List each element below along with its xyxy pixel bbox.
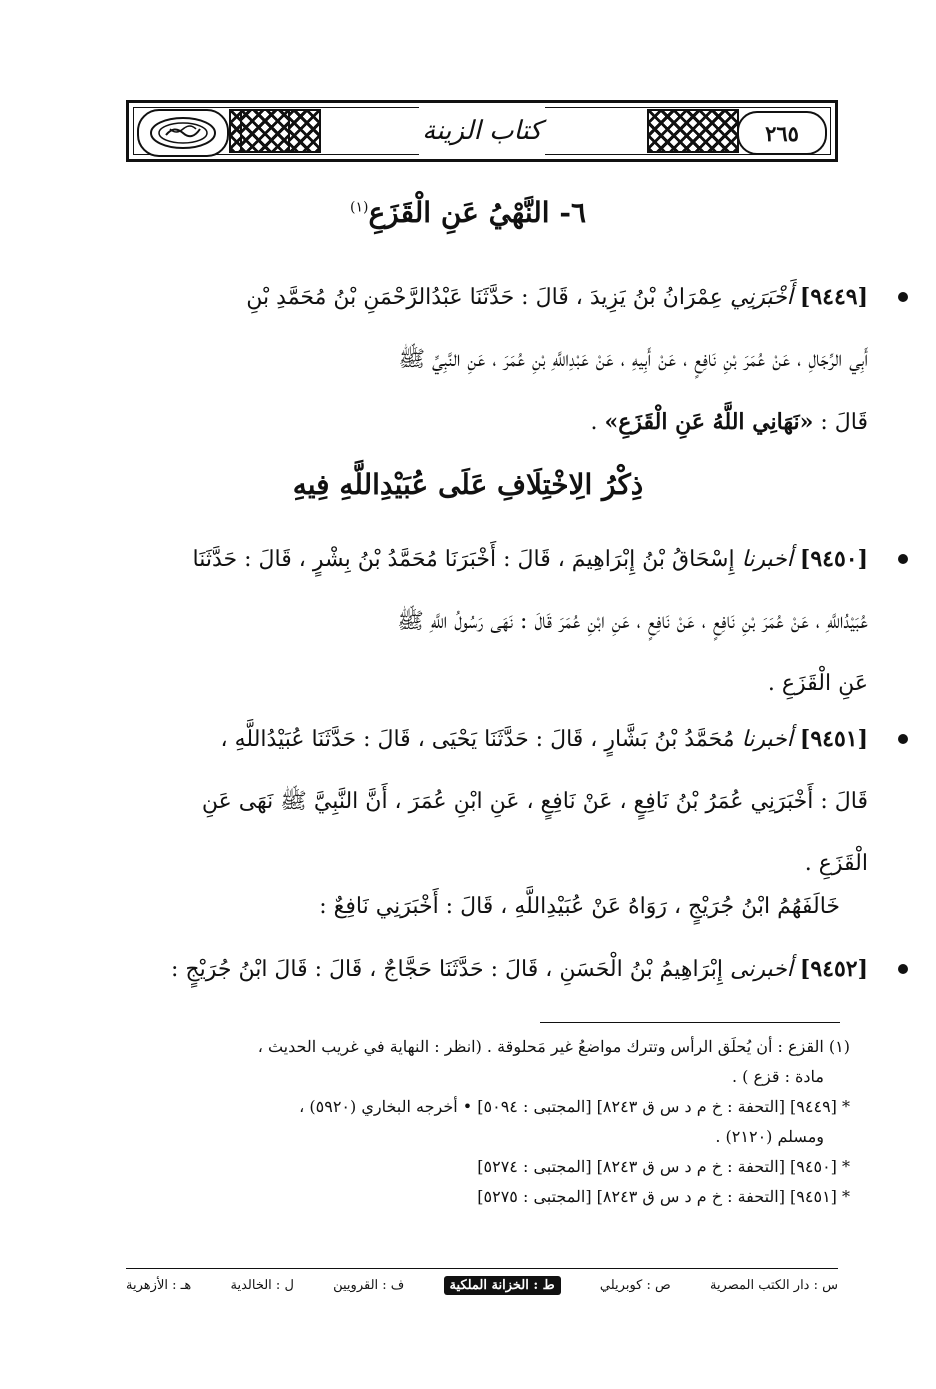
legend-divider <box>126 1268 838 1269</box>
header-ornament-right-inner <box>240 109 290 153</box>
hadith-text: عِمْرَانُ بْنُ يَزِيدَ ، قَالَ : حَدَّثَنَا عَبْدُالرَّحْمَنِ بْنُ مُحَمَّدِ بْنِ <box>246 285 723 310</box>
footnote-9451: * [٩٤٥١] [التحفة : خ م د س ق ٨٢٤٣] [المجتبى : ٥٢٧٥] <box>477 1187 850 1206</box>
header-ornament-right <box>647 109 739 153</box>
hadith-9449 <box>96 266 868 454</box>
hadith-9452-line-1 <box>96 938 868 1001</box>
footnote-marker: (١) <box>349 199 369 216</box>
hadith-9452 <box>96 938 868 1001</box>
footnote-9449-line-2: ومسلم (٢١٢٠) . <box>715 1127 824 1146</box>
footnote-1-line-2: مادة : قزع ) . <box>731 1067 824 1086</box>
hadith-text: إِسْحَاقُ بْنُ إِبْرَاهِيمَ ، قَالَ : أَخْبَرَنَا مُحَمَّدُ بْنُ بِشْرٍ ، قَالَ : حَدَّثَنَا <box>192 547 735 572</box>
hadith-9449-line-3 <box>96 391 868 454</box>
legend-item-s: س : دار الكتب المصرية <box>709 1277 838 1293</box>
hadith-9450 <box>96 528 868 715</box>
hadith-9450-line-1 <box>96 528 868 591</box>
hadith-number: [٩٤٥٠] <box>799 546 868 572</box>
hadith-text: مُحَمَّدُ بْنُ بَشَّارٍ ، قَالَ : حَدَّثَنَا يَحْيَى ، قَالَ : حَدَّثَنَا عُبَيْدُاللَّهِ ، <box>220 727 735 752</box>
footnote-divider <box>540 1022 840 1023</box>
hadith-lead: أخبرنى <box>729 957 793 982</box>
hadith-9451 <box>96 708 868 895</box>
footnote-1-line-1: (١) القزع : أن يُحلَق الرأس وتترك مواضعُ غير مَحلوقة . (انظر : النهاية في غريب الحديث ، <box>257 1037 850 1056</box>
hadith-text: إِبْرَاهِيمُ بْنُ الْحَسَنِ ، قَالَ : حَدَّثَنَا حَجَّاجٌ ، قَالَ : قَالَ ابْنُ جُرَيْجٍ : <box>170 957 723 982</box>
hadith-text: قَالَ : <box>820 410 868 435</box>
seal-logo-icon <box>148 115 218 151</box>
hadith-lead: أخبرنا <box>741 727 793 752</box>
bullet-icon <box>898 554 908 564</box>
note-line: خَالَفَهُمُ ابْنُ جُرَيْجٍ ، رَوَاهُ عَنْ عُبَيْدِاللَّهِ ، قَالَ : أَخْبَرَنِي نَافِعٌ : <box>319 894 840 919</box>
hadith-9450-line-3: عَنِ الْقَزَعِ . <box>767 671 868 696</box>
chapter-title: كتاب الزينة <box>419 107 545 155</box>
book-seal-logo-icon <box>137 109 229 157</box>
hadith-9449-line-1 <box>96 266 868 329</box>
hadith-quote: «نَهَانِي اللَّهُ عَنِ الْقَزَعِ» <box>604 409 814 435</box>
bullet-icon <box>898 734 908 744</box>
legend-item-fa: ف : القرويين <box>333 1277 405 1293</box>
section-title-2: ذِكْرُ الِاخْتِلَافِ عَلَى عُبَيْدِاللَّهِ فِيهِ <box>292 468 644 501</box>
hadith-text: . <box>590 410 598 435</box>
hadith-number: [٩٤٥١] <box>799 726 868 752</box>
hadith-number: [٩٤٥٢] <box>799 956 868 982</box>
legend-item-ha: هـ : الأزهرية <box>126 1277 192 1293</box>
footnote-9450: * [٩٤٥٠] [التحفة : خ م د س ق ٨٢٤٣] [المجتبى : ٥٢٧٤] <box>477 1157 850 1176</box>
hadith-9450-line-2: عُبَيْدُاللَّهِ ، عَنْ عُمَرَ بْنِ نَافِعٍ ، عَنْ نَافِعٍ ، عَنِ ابْنِ عُمَرَ قَالَ : نَهَى رَسُولُ اللَّهِ ﷺ <box>397 609 868 634</box>
section-title-1-text: ٦- النَّهْيُ عَنِ الْقَزَعِ <box>368 196 587 229</box>
legend-item-ta-highlight: ط : الخزانة الملكية <box>444 1276 561 1295</box>
footnotes <box>96 1032 850 1212</box>
bullet-icon <box>898 292 908 302</box>
bullet-icon <box>898 964 908 974</box>
manuscript-legend <box>126 1272 838 1298</box>
hadith-9449-line-2: أَبِي الرِّجَالِ ، عَنْ عُمَرَ بْنِ نَافِعٍ ، عَنْ أَبِيهِ ، عَنْ عَبْدِاللَّهِ بْنِ عُمَرَ ، عَنِ النَّبِيِّ ﷺ <box>398 347 868 372</box>
legend-item-sad: ص : كوبريلي <box>599 1277 671 1293</box>
section-title-1 <box>120 196 816 229</box>
page-number: ٢٦٥ <box>737 111 827 155</box>
hadith-lead: أَخْبَرَنِي <box>729 285 793 310</box>
footnote-9449-line-1: * [٩٤٤٩] [التحفة : خ م د س ق ٨٢٤٣] [المجتبى : ٥٠٩٤] • أخرجه البخاري (٥٩٢٠) ، <box>299 1097 850 1116</box>
hadith-9451-line-1 <box>96 708 868 771</box>
legend-item-lam: ل : الخالدية <box>230 1277 294 1293</box>
hadith-9451-line-3: الْقَزَعِ . <box>804 851 868 876</box>
hadith-9451-line-2: قَالَ : أَخْبَرَنِي عُمَرُ بْنُ نَافِعٍ ، عَنْ نَافِعٍ ، عَنِ ابْنِ عُمَرَ ، أَنَّ النَّبِيَّ ﷺ نَهَى عَنِ <box>201 789 868 814</box>
hadith-lead: أخبرنا <box>741 547 793 572</box>
hadith-number: [٩٤٤٩] <box>799 284 868 310</box>
page-header <box>126 100 838 162</box>
